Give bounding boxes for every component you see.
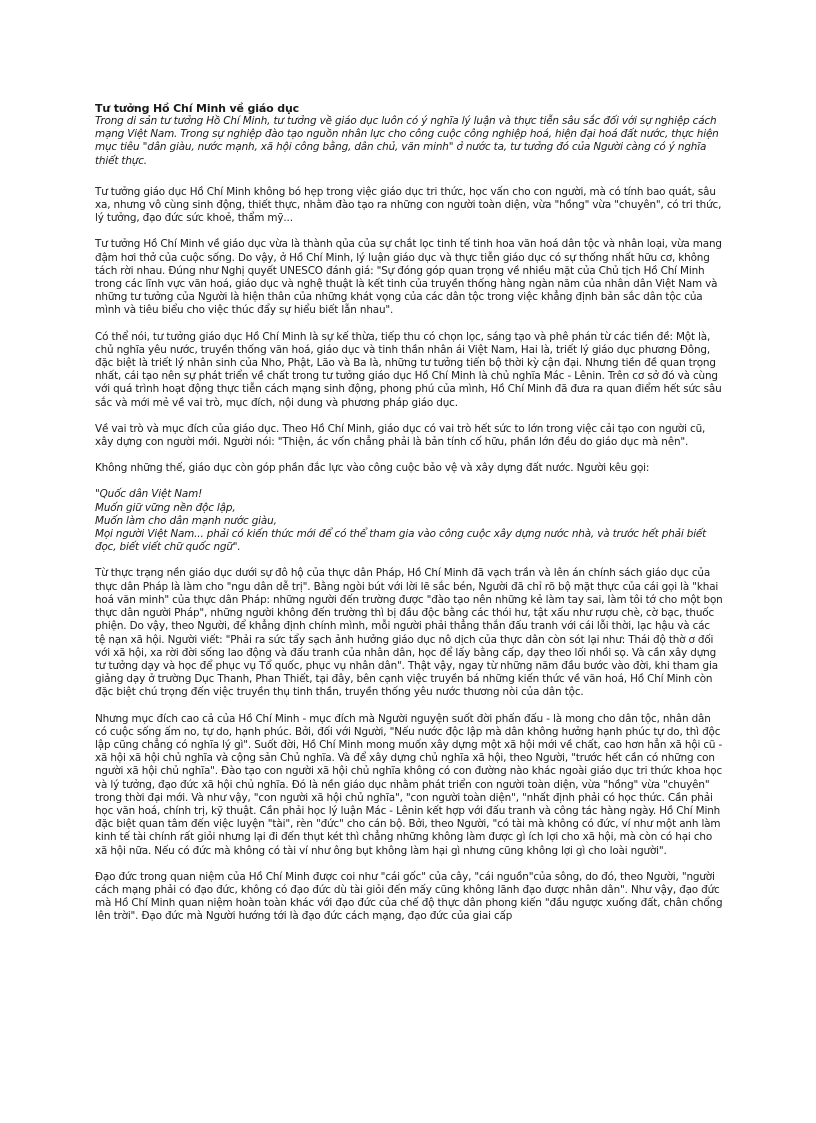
quote-block	[95, 488, 723, 554]
paragraph-6: Từ thực trạng nền giáo dục dưới sự đô hộ của thực dân Pháp, Hồ Chí Minh đã vạch trần và lên án chính sách giáo dục của thực dân Pháp là làm cho "ngu dân dễ trị". Bằng ngòi bút với lời lẽ sắc bén, Người đã chỉ rõ bộ mặt thực của cái gọi là "khai hoá văn minh" của thực dân Pháp: những người đến trường được "đào tạo nên những kẻ làm tay sai, làm tôi tớ cho một bọn thực dân người Pháp", những người không đến trường thì bị đầu độc bằng các thói hư, tật xấu như rượu chè, cờ bạc, thuốc phiện. Do vậy, theo Người, để khẳng định chính mình, mỗi người phải thẳng thắn đấu tranh với cái lỗi thời, lạc hậu và các tệ nạn xã hội. Người viết: "Phải ra sức tẩy sạch ảnh hưởng giáo dục nô dịch của thực dân còn sót lại như: Thái độ thờ ơ đối với xã hội, xa rời đời sống lao động và đấu tranh của nhân dân, học để lấy bằng cấp, dạy theo lối nhồi sọ. Và cần xây dựng tư tưởng dạy và học để phục vụ Tổ quốc, phục vụ nhân dân". Thật vậy, ngay từ những năm đầu bước vào đời, khi tham gia giảng dạy ở trường Dục Thanh, Phan Thiết, tại đây, bên cạnh việc truyền bá những kiến thức về văn hoá, Hồ Chí Minh còn đặc biệt chú trọng đến việc truyền thụ tinh thần, truyền thống yêu nước thương nòi của dân tộc.	[95, 567, 723, 699]
paragraph-1: Tư tưởng giáo dục Hồ Chí Minh không bó hẹp trong việc giáo dục tri thức, học vấn cho con người, mà có tính bao quát, sâu xa, nhưng vô cùng sinh động, thiết thực, nhằm đào tạo ra những con người toàn diện, vừa "hồng" vừa "chuyên", có tri thức, lý tưởng, đạo đức sức khoẻ, thẩm mỹ...	[95, 185, 722, 225]
paragraph-3: Có thể nói, tư tưởng giáo dục Hồ Chí Minh là sự kế thừa, tiếp thu có chọn lọc, sáng tạo và phê phán từ các tiền đề: Một là, chủ nghĩa yêu nước, truyền thống văn hoá, giáo dục và tinh thần nhân ái Việt Nam, Hai là, triết lý giáo dục phương Đông, đặc biệt là triết lý nhân sinh của Nho, Phật, Lão và Ba là, những tư tưởng tiến bộ thời kỳ cận đại. Nhưng tiền đề quan trọng nhất, cái tạo nên sự phát triển về chất trong tư tưởng giáo dục Hồ Chí Minh là chủ nghĩa Mác - Lênin. Trên cơ sở đó và cùng với quá trình hoạt động thực tiễn cách mạng sinh động, phong phú của mình, Hồ Chí Minh đã đưa ra quan điểm hết sức sâu sắc và mới mẻ về vai trò, mục đích, nội dung và phương pháp giáo dục.	[95, 330, 722, 409]
quote-line: Muốn làm cho dân mạnh nước giàu,	[95, 514, 277, 527]
paragraph-2: Tư tưởng Hồ Chí Minh về giáo dục vừa là thành qủa của sự chắt lọc tinh tế tinh hoa văn hoá dân tộc và nhân loại, vừa mang đậm hơi thở của cuộc sống. Do vậy, ở Hồ Chí Minh, lý luận giáo dục và thực tiễn giáo dục có sự thống nhất hữu cơ, không tách rời nhau. Đúng như Nghị quyết UNESCO đánh giá: "Sự đóng góp quan trọng về nhiều mặt của Chủ tịch Hồ Chí Minh trong các lĩnh vực văn hoá, giáo dục và nghệ thuật là kết tinh của truyền thống hàng ngàn năm của nhân dân Việt Nam và những tư tưởng của Người là hiện thân của những khát vọng của các dân tộc trong việc khẳng định bản sắc dân tộc của mình và tiêu biểu cho việc thúc đẩy sự hiểu biết lẫn nhau".	[95, 238, 722, 317]
paragraph-7: Nhưng mục đích cao cả của Hồ Chí Minh - mục đích mà Người nguyện suốt đời phấn đấu - là mong cho dân tộc, nhân dân có cuộc sống ấm no, tự do, hạnh phúc. Bởi, đối với Người, "Nếu nước độc lập mà dân không hưởng hạnh phúc tự do, thì độc lập cũng chẳng có nghĩa lý gì". Suốt đời, Hồ Chí Minh mong muốn xây dựng một xã hội mới về chất, cao hơn hẳn xã hội cũ - xã hội xã hội chủ nghĩa và cộng sản Chủ nghĩa. Và để xây dựng chủ nghĩa xã hội, theo Người, "trước hết cần có những con người xã hội chủ nghĩa". Đào tạo con người xã hội chủ nghĩa không có con đường nào khác ngoài giáo dục tri thức khoa học và lý tưởng, đạo đức xã hội chủ nghĩa. Đó là nền giáo dục nhằm phát triển con người toàn diện, vừa "hồng" vừa "chuyên" trong thời đại mới. Và như vậy, "con người xã hội chủ nghĩa", "con người toàn diện", "nhất định phải có học thức. Cần phải học văn hoá, chính trị, kỹ thuật. Cần phải học lý luận Mác - Lênin kết hợp với đấu tranh và công tác hàng ngày. Hồ Chí Minh đặc biệt quan tâm đến việc luyện "tài", rèn "đức" cho cán bộ. Bởi, theo Người, "có tài mà không có đức, ví như một anh làm kinh tế tài chính rất giỏi nhưng lại đi đến thụt két thì chẳng những không làm được gì ích lợi cho xã hội, mà còn có hại cho xã hội nữa. Nếu có đức mà không có tài ví như ông bụt không làm hại gì nhưng cũng không lợi gì cho loài người".	[95, 712, 723, 857]
quote-line: "Quốc dân Việt Nam!	[95, 488, 203, 501]
intro-paragraph: Trong di sản tư tưởng Hồ Chí Minh, tư tưởng về giáo dục luôn có ý nghĩa lý luận và thực tiễn sâu sắc đối với sự nghiệp cách mạng Việt Nam. Trong sự nghiệp đào tạo nguồn nhân lực cho công cuộc công nghiệp hoá, hiện đại hoá đất nước, thực hiện mục tiêu "dân giàu, nước mạnh, xã hội công bằng, dân chủ, văn minh" ở nước ta, tư tưởng đó của Người càng có ý nghĩa thiết thực.	[95, 115, 719, 167]
quote-line: Mọi người Việt Nam... phải có kiến thức mới để có thể tham gia vào công cuộc xây dựng nước nhà, và trước hết phải biết đọc, biết viết chữ quốc ngữ".	[95, 528, 707, 554]
document-title: Tư tưởng Hồ Chí Minh về giáo dục	[95, 102, 299, 115]
document-page	[95, 102, 723, 937]
paragraph-4: Về vai trò và mục đích của giáo dục. Theo Hồ Chí Minh, giáo dục có vai trò hết sức to lớn trong việc cải tạo con người cũ, xây dựng con người mới. Người nói: "Thiện, ác vốn chẳng phải là bản tính cố hữu, phần lớn đều do giáo dục mà nên".	[95, 422, 706, 449]
paragraph-8: Đạo đức trong quan niệm của Hồ Chí Minh được coi như "cái gốc" của cây, "cái nguồn"của sông, do đó, theo Người, "người cách mạng phải có đạo đức, không có đạo đức dù tài giỏi đến mấy cũng không lãnh đạo được nhân dân". Như vậy, đạo đức mà Hồ Chí Minh quan niệm hoàn toàn khác với đạo đức của chế độ thực dân phong kiến "đầu ngược xuống đất, chân chổng lên trời". Đạo đức mà Người hướng tới là đạo đức cách mạng, đạo đức của giai cấp	[95, 870, 723, 923]
paragraph-5: Không những thế, giáo dục còn góp phần đắc lực vào công cuộc bảo vệ và xây dựng đất nước. Người kêu gọi:	[95, 462, 650, 475]
quote-line: Muốn giữ vững nền độc lập,	[95, 501, 236, 514]
